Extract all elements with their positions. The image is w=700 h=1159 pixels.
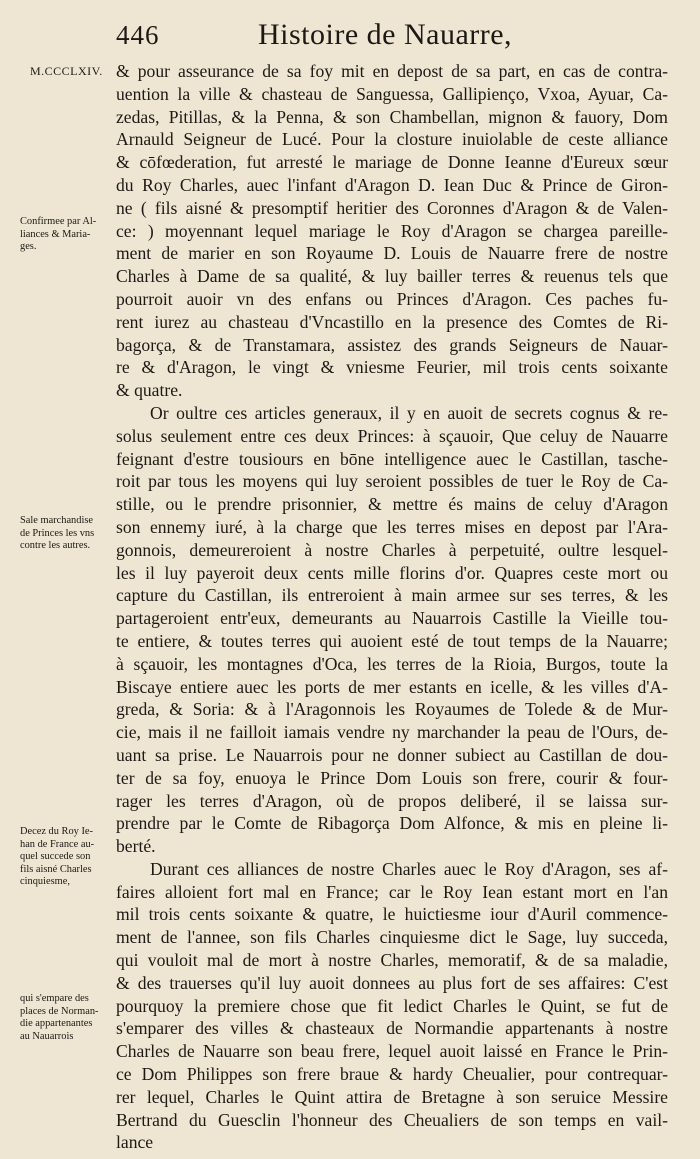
text-line: pourquoy la premiere chose que fit ledict Charles le Quint, se fut de (116, 995, 668, 1016)
text-line: te entiere, & toutes terres qui auoient esté de tout temps de la Nauarre; (116, 630, 668, 651)
text-line: s'emparer des villes & chasteaux de Normandie appartenants à nostre (116, 1018, 668, 1039)
page-header (0, 0, 700, 60)
text-line: ce Dom Philippes son frere braue & hardy Cheualier, pour contrequar- (116, 1064, 668, 1085)
text-line: à sçauoir, les montagnes d'Oca, les terres de la Rioia, Burgos, toute la (116, 653, 668, 674)
text-line: prendre par le Comte de Ribagorça Dom Alfonce, & mis en pleine li- (116, 813, 668, 834)
paragraph-start-line: Or oultre ces articles generaux, il y en auoit de secrets cognus & re- (150, 402, 668, 423)
sidenote-line: au Nauarrois (20, 1030, 74, 1042)
text-line: rager les terres d'Aragon, où de propos deliberé, il se laissa sur- (116, 790, 668, 811)
sidenote-line: contre les autres. (20, 540, 91, 551)
sidenote-line: die appartenantes (20, 1018, 93, 1029)
text-line: Biscaye entiere auec les ports de mer estants en icelle, & les villes d'A- (116, 676, 668, 697)
margin-year: M.CCCLXIV. (30, 64, 103, 78)
text-line: & quatre. (116, 380, 183, 401)
text-line: cie, mais il ne failloit iamais vendre ny marchander la peau de l'Ours, de- (116, 722, 668, 743)
text-line: ne ( fils aisné & presomptif heritier des Coronnes d'Aragon & de Valen- (116, 197, 668, 218)
paragraph-start-line: Durant ces alliances de nostre Charles auec le Roy d'Aragon, ses af- (150, 858, 668, 879)
text-line: Bertrand du Guesclin l'honneur des Cheualiers de son temps en vail- (116, 1109, 668, 1130)
text-line: zedas, Pitillas, & la Penna, & son Chambellan, mignon & fauory, Dom (116, 106, 668, 127)
text-line: bagorça, & de Transtamara, assistez des grands Seigneurs de Nauar- (116, 334, 668, 355)
sidenote-line: liances & Maria- (20, 228, 91, 240)
text-line: son ennemy iuré, à la charge que les terres mises en depost par l'Ara- (116, 516, 668, 537)
sidenote-line: Confirmee par Al- (20, 216, 97, 227)
sidenote-decez-roy-iehan (20, 826, 116, 889)
text-line: solus seulement entre ces deux Princes: à sçauoir, Que celuy de Nauarre (116, 425, 668, 446)
sidenote-line: places de Norman- (20, 1005, 99, 1017)
text-line: Charles à Dame de sa qualité, & luy bailler terres & reuenus tels que (116, 266, 668, 287)
text-line: & des trauerses qu'il luy auoit donnees au plus fort de ses affaires: C'est (116, 972, 668, 993)
sidenote-line: fils aisné Charles (20, 863, 92, 875)
catchword (116, 1154, 668, 1159)
text-line: capture du Castillan, ils entreroient à main armee sur ses terres, & les (116, 585, 668, 606)
sidenote-line: Sale marchandise (20, 515, 93, 526)
text-line: rent iurez au chasteau d'Vncastillo en la presence des Comtes de Ri- (116, 311, 668, 332)
text-line: uant sa prise. Le Nauarrois pour ne donner subiect au Castillan de dou- (116, 744, 668, 765)
sidenote-line: quel succede son (20, 851, 91, 862)
text-line: ter de sa foy, enuoya le Prince Dom Louis son frere, courir & four- (116, 767, 668, 788)
text-line: feignant d'estre tousiours en bōne intelligence auec le Castillan, tasche- (116, 448, 668, 469)
running-title: Histoire de Nauarre, (258, 18, 513, 51)
body-text (116, 60, 668, 1159)
text-line: qui vouloit mal de mort à nostre Charles, memoratif, & de sa maladie, (116, 950, 668, 971)
text-line: stille, ou le prendre prisonnier, & mettre és mains de celuy d'Aragon (116, 494, 668, 515)
sidenote-line: qui s'empare des (20, 993, 89, 1004)
text-line: mil trois cents soixante & quatre, le huictiesme iour d'Auril commence- (116, 904, 668, 925)
sidenote-alliances (20, 216, 116, 254)
text-line: rer lequel, Charles le Quint attira de Bretagne à son seruice Messire (116, 1086, 668, 1107)
text-line: roit par tous les moyens qui luy seroient possibles de tuer le Roy de Ca- (116, 471, 668, 492)
text-line: du Roy Charles, auec l'infant d'Aragon D. Iean Duc & Prince de Giron- (116, 174, 668, 195)
page-number: 446 (116, 20, 160, 50)
text-line: Arnauld Seigneur de Lucé. Pour la closture inuiolable de ceste alliance (116, 129, 668, 150)
text-line: ment de marier en son Royaume D. Louis de Nauarre frere de nostre (116, 243, 668, 264)
sidenote-line: cinquiesme, (20, 876, 70, 887)
text-line: ce: ) moyennant lequel mariage le Roy d'Aragon se chargea pareille- (116, 220, 668, 241)
sidenote-line: de Princes les vns (20, 527, 95, 539)
text-line: partageroient entr'eux, demeurants au Nauarrois Castille la Vieille tou- (116, 608, 668, 629)
text-line: ment de l'annee, son fils Charles cinquiesme dict le Sage, luy succeda, (116, 927, 668, 948)
sidenote-marchandise (20, 515, 116, 553)
text-line: uention la ville & chasteau de Sanguessa, Gallipienço, Vxoa, Ayuar, Ca- (116, 83, 668, 104)
text-line: greda, & Soria: & à l'Aragonnois les Royaumes de Tolede & de Mur- (116, 699, 668, 720)
sidenote-line: ges. (20, 241, 37, 252)
sidenote-line: han de France au- (20, 838, 95, 850)
text-line: re & d'Aragon, le vingt & vniesme Feurier, mil trois cents soixante (116, 357, 668, 378)
text-line: Charles de Nauarre son beau frere, lequel auoit laissé en France le Prin- (116, 1041, 668, 1062)
text-line: faires alloient fort mal en France; car le Roy Iean estant mort en l'an (116, 881, 668, 902)
text-line: & cōfœderation, fut arresté le mariage de Donne Ieanne d'Eureux sœur (116, 152, 668, 173)
text-line: les il luy payeroit deux cents mille florins d'or. Quapres ceste mort ou (116, 562, 668, 583)
text-line: gonnois, demeureroient à nostre Charles à perpetuité, oultre lesquel- (116, 539, 668, 560)
sidenote-places-normandie (20, 993, 116, 1043)
text-line: & pour asseurance de sa foy mit en depost de sa part, en cas de contra- (116, 61, 668, 81)
sidenote-line: Decez du Roy Ie- (20, 826, 93, 837)
text-line: pourroit auoir vn des enfans ou Princes d'Aragon. Ces paches fu- (116, 288, 668, 309)
text-line: berté. (116, 836, 156, 857)
text-line: lance (116, 1132, 154, 1153)
